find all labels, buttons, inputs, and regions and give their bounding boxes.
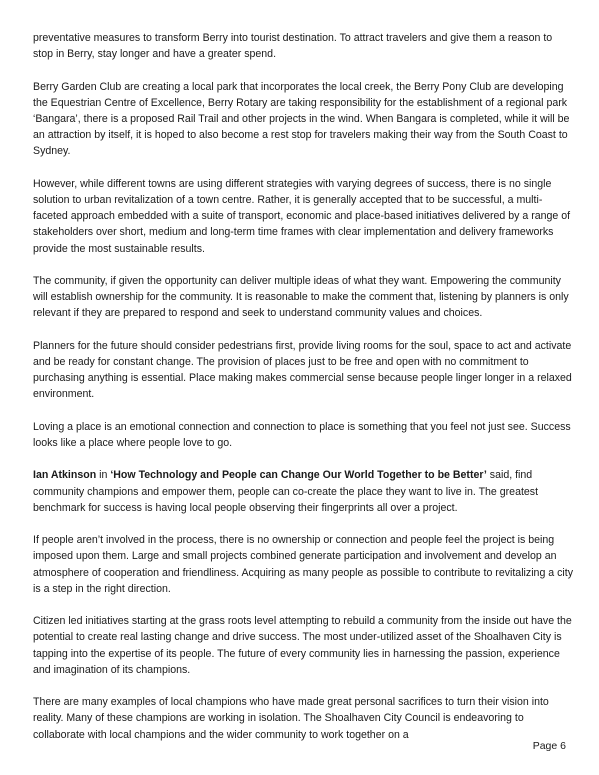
paragraph: Berry Garden Club are creating a local park that incorporates the local creek, the Berry Pony Club are developing the Equestrian Centre of Excellence, Berry Rotary are taking responsibility for the establishment of a regional park ‘Bangara’, there is a proposed Rail Trail and other projects in the wind. When Bangara is completed, while it will be an attraction by itself, it is hoped to also become a rest stop for travelers making their way from the South Coast to Sydney.: [33, 80, 570, 158]
paragraph: Loving a place is an emotional connection and connection to place is something that you feel not just see. Success looks like a place where people love to go.: [33, 420, 571, 449]
paragraph: preventative measures to transform Berry into tourist destination. To attract travelers and give them a reason to stop in Berry, stay longer and have a greater spend.: [33, 32, 553, 61]
page-number: Page 6: [532, 740, 566, 752]
quote-text: said, find community champions and empower them, people can co-create the place they want to live in. The greatest benchmark for success is having local people observing their fingerprints all over a project.: [33, 469, 539, 514]
work-title: ‘How Technology and People can Change Our World Together to be Better’: [110, 469, 487, 482]
paragraph: Citizen led initiatives starting at the grass roots level attempting to rebuild a community from the inside out have the potential to create real lasting change and drive success. The most under-utilized asset of the Shoalhaven City is tapping into the expertise of its people. The future of every community lies in harnessing the passion, experience and imagination of its champions.: [33, 615, 572, 676]
paragraph: If people aren’t involved in the process, there is no ownership or connection and people feel the project is being imposed upon them. Large and small projects combined generate participation and involvement and develop an atmosphere of cooperation and friendliness. Acquiring as many people as possible to contribute to revitalizing a city is a step in the right direction.: [33, 534, 574, 595]
paragraph: Planners for the future should consider pedestrians first, provide living rooms for the soul, space to act and activate and be ready for constant change. The provision of places just to be free and open with no commitment to purchasing anything is essential. Place making makes commercial sense because people linger longer in a relaxed environment.: [33, 339, 572, 401]
connector-text: in: [96, 469, 111, 482]
paragraph: There are many examples of local champions who have made great personal sacrifices to turn their vision into reality. Many of these champions are working in isolation. The Shoalhaven City Council is endeavoring to collaborate with local champions and the wider community to work together on a: [33, 696, 549, 741]
body-text: [33, 30, 573, 759]
paragraph-quote: [33, 467, 573, 516]
paragraph: The community, if given the opportunity can deliver multiple ideas of what they want. Empowering the community will establish ownership for the community. It is reasonable to make the comment that, listening by planners is only relevant if they are prepared to respond and seek to understand community values and choices.: [33, 275, 569, 320]
author-name: Ian Atkinson: [33, 469, 97, 482]
paragraph: However, while different towns are using different strategies with varying degrees of success, there is no single solution to urban revitalization of a town centre. Rather, it is generally accepted that to be successful, a multi-faceted approach embedded with a suite of transport, economic and place-based initiatives delivered by a range of stakeholders over short, medium and long-term time frames with clear implementation and delivery frameworks provide the most sustainable results.: [33, 177, 571, 255]
